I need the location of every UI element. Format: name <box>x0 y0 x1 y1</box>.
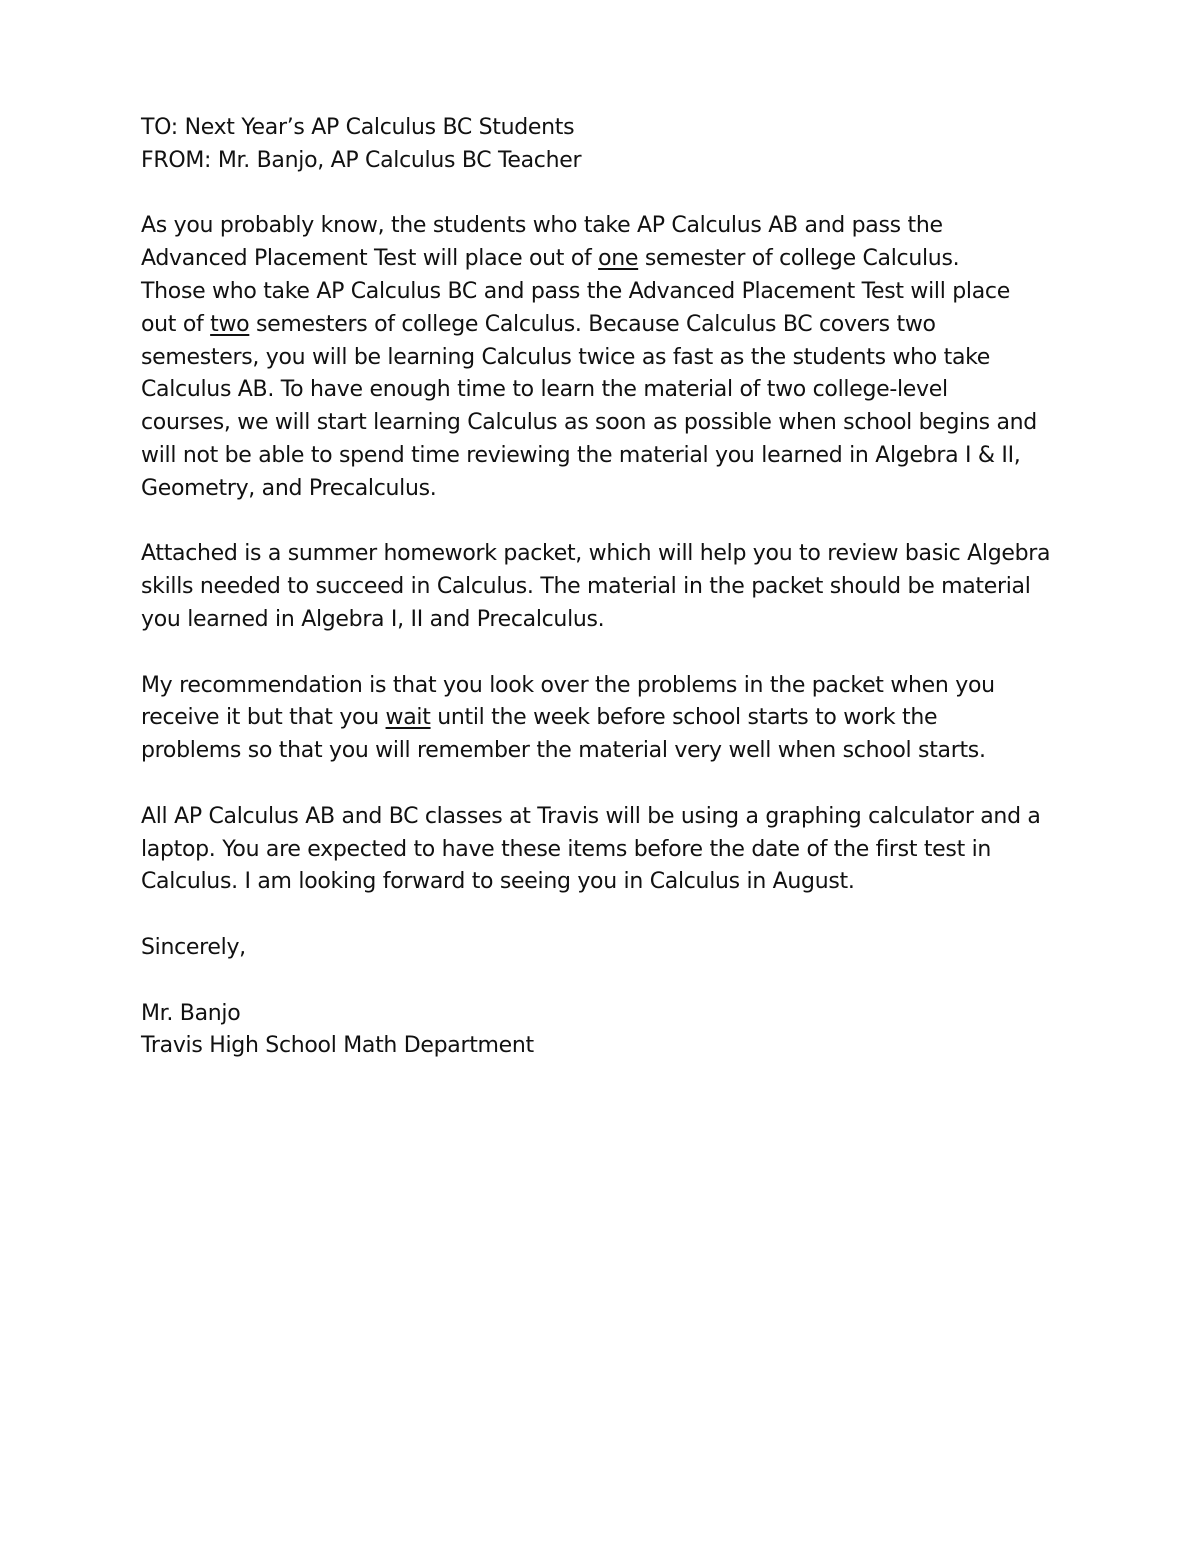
text-line: Attached is a summer homework packet, which will help you to review basic Algebra <box>141 541 1051 567</box>
closing-salutation: Sincerely, <box>141 934 246 960</box>
text-line: will not be able to spend time reviewing the material you learned in Algebra I & II, <box>141 442 1021 468</box>
text-segment: semesters of college Calculus. Because Calculus BC covers two <box>249 311 936 337</box>
signer-name: Mr. Banjo <box>141 1000 241 1026</box>
text-line: All AP Calculus AB and BC classes at Travis will be using a graphing calculator and a <box>141 803 1041 829</box>
spacer <box>141 965 1071 998</box>
text-line: My recommendation is that you look over the problems in the packet when you <box>141 672 995 698</box>
letter-body <box>141 112 1071 1063</box>
text-line: laptop. You are expected to have these items before the date of the first test in <box>141 836 992 862</box>
paragraph-equipment <box>141 801 1071 899</box>
memo-header <box>141 112 1071 178</box>
spacer <box>141 899 1071 932</box>
text-line: Geometry, and Precalculus. <box>141 475 437 501</box>
text-line: problems so that you will remember the material very well when school starts. <box>141 738 986 764</box>
closing <box>141 932 1071 965</box>
paragraph-packet <box>141 538 1071 636</box>
spacer <box>141 768 1071 801</box>
from-line: FROM: Mr. Banjo, AP Calculus BC Teacher <box>141 147 582 173</box>
text-segment: Advanced Placement Test will place out of <box>141 246 599 272</box>
text-line: courses, we will start learning Calculus as soon as possible when school begins and <box>141 410 1037 436</box>
text-segment: until the week before school starts to work the <box>430 705 938 731</box>
text-line <box>141 309 1071 342</box>
text-segment: semester of college Calculus. <box>638 246 960 272</box>
text-line <box>141 243 1071 276</box>
spacer <box>141 637 1071 670</box>
text-segment: out of <box>141 311 211 337</box>
text-line <box>141 702 1071 735</box>
text-line: you learned in Algebra I, II and Precalculus. <box>141 606 605 632</box>
paragraph-intro <box>141 210 1071 505</box>
text-segment: receive it but that you <box>141 705 386 731</box>
text-line: Those who take AP Calculus BC and pass the Advanced Placement Test will place <box>141 278 1010 304</box>
text-line: Calculus AB. To have enough time to learn the material of two college-level <box>141 377 948 403</box>
spacer <box>141 178 1071 211</box>
signer-department: Travis High School Math Department <box>141 1033 534 1059</box>
text-line: skills needed to succeed in Calculus. The material in the packet should be material <box>141 574 1031 600</box>
to-line: TO: Next Year’s AP Calculus BC Students <box>141 115 575 140</box>
underlined-word: wait <box>385 705 431 731</box>
spacer <box>141 506 1071 539</box>
signature-block <box>141 998 1071 1064</box>
text-line: As you probably know, the students who take AP Calculus AB and pass the <box>141 213 943 239</box>
paragraph-recommendation <box>141 670 1071 768</box>
underlined-word: two <box>210 311 250 337</box>
text-line: semesters, you will be learning Calculus twice as fast as the students who take <box>141 344 991 370</box>
text-line: Calculus. I am looking forward to seeing you in Calculus in August. <box>141 869 855 895</box>
underlined-word: one <box>598 246 639 272</box>
